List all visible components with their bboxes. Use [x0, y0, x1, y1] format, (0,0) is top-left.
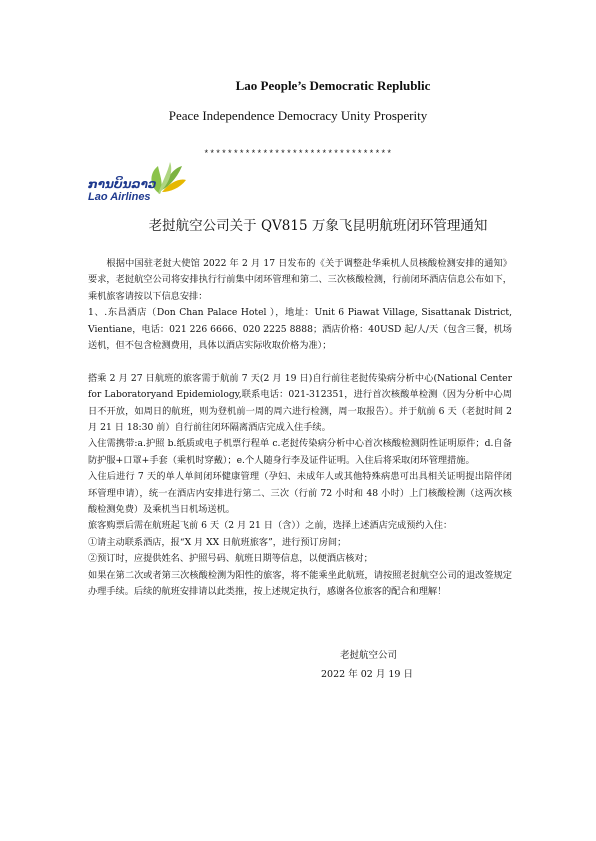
- signature-date: 2022 年 02 月 19 日: [321, 669, 413, 680]
- paragraph-hotel-info: 1、.东昌酒店（Don Chan Palace Hotel ），地址：Unit 6 Piawat Village, Sisattanak District, Vientiane，电话：021 226 6666、020 2225 8888；酒店价格：40USD 起/人/天（包含三餐，机场送机，但不包含检测费用，具体以酒店实际收取价格为准）；: [88, 307, 512, 352]
- paragraph-step-2: ②预订时，应提供姓名、护照号码、航班日期等信息，以便酒店核对；: [88, 553, 373, 565]
- paragraph-closed-loop: 入住后进行 7 天的单人单间闭环健康管理（孕妇、未成年人或其他特殊病患可出具相关证明提出陪伴闭环管理申请），统一在酒店内安排进行第二、三次（行前 72 小时和 48 小时）上门核酸检测（这两次核酸检测免费）及乘机当日机场送机。: [88, 471, 512, 516]
- logo-airline-name: Lao Airlines: [88, 191, 151, 203]
- national-motto: Peace Independence Democracy Unity Prosperity: [168, 108, 428, 123]
- notice-body: [88, 256, 512, 601]
- signature-company: 老挝航空公司: [340, 650, 398, 661]
- blank-line: [88, 354, 512, 370]
- country-heading: Lao People’s Democratic Replublic: [235, 78, 431, 93]
- lao-airlines-logo: [88, 160, 198, 210]
- paragraph-first-test: 搭乘 2 月 27 日航班的旅客需于航前 7 天(2 月 19 日)自行前往老挝传染病分析中心(National Center for Laboratoryand Epidemiology,联系电话：021-312351，进行首次核酸单检测（因为分析中心周日不开放，如周日的航班，则为登机前一周的周六进行检测，周一取报告）。并于航前 6 天（老挝时间 2 月 21 日 18:30 前）自行前往闭环隔离酒店完成入住手续。: [88, 372, 512, 434]
- paragraph-positive-case: 如果在第二次或者第三次核酸检测为阳性的旅客，将不能乘坐此航班，请按照老挝航空公司的退改签规定办理手续。后续的航班安排请以此类推，按上述规定执行，感谢各位旅客的配合和理解！: [88, 569, 512, 598]
- paragraph-step-1: ①请主动联系酒店，报“X 月 XX 日航班旅客”，进行预订房间；: [88, 536, 347, 548]
- paragraph-intro: 根据中国驻老挝大使馆 2022 年 2 月 17 日发布的《关于调整赴华乘机人员核酸检测安排的通知》要求，老挝航空公司将安排执行行前集中闭环管理和第二、三次核酸检测，行前闭环酒店信息公布如下，乘机旅客请按以下信息安排：: [88, 258, 512, 302]
- logo-lao-script: ການບິນລາວ: [88, 177, 157, 191]
- paragraph-checkin-items: 入住需携带:a.护照 b.纸质或电子机票行程单 c.老挝传染病分析中心首次核酸检测阴性证明原件；d.自备防护服+口罩+手套（乘机时穿戴）；e.个人随身行李及证件证明。入住后将采取闭环管理措施。: [88, 438, 512, 466]
- document-title: 老挝航空公司关于 QV815 万象飞昆明航班闭环管理通知: [148, 218, 488, 234]
- asterisk-separator: ********************************: [203, 149, 393, 159]
- paragraph-booking-deadline: 旅客购票后需在航班起飞前 6 天（2 月 21 日（含））之前，选择上述酒店完成预约入住：: [88, 520, 453, 532]
